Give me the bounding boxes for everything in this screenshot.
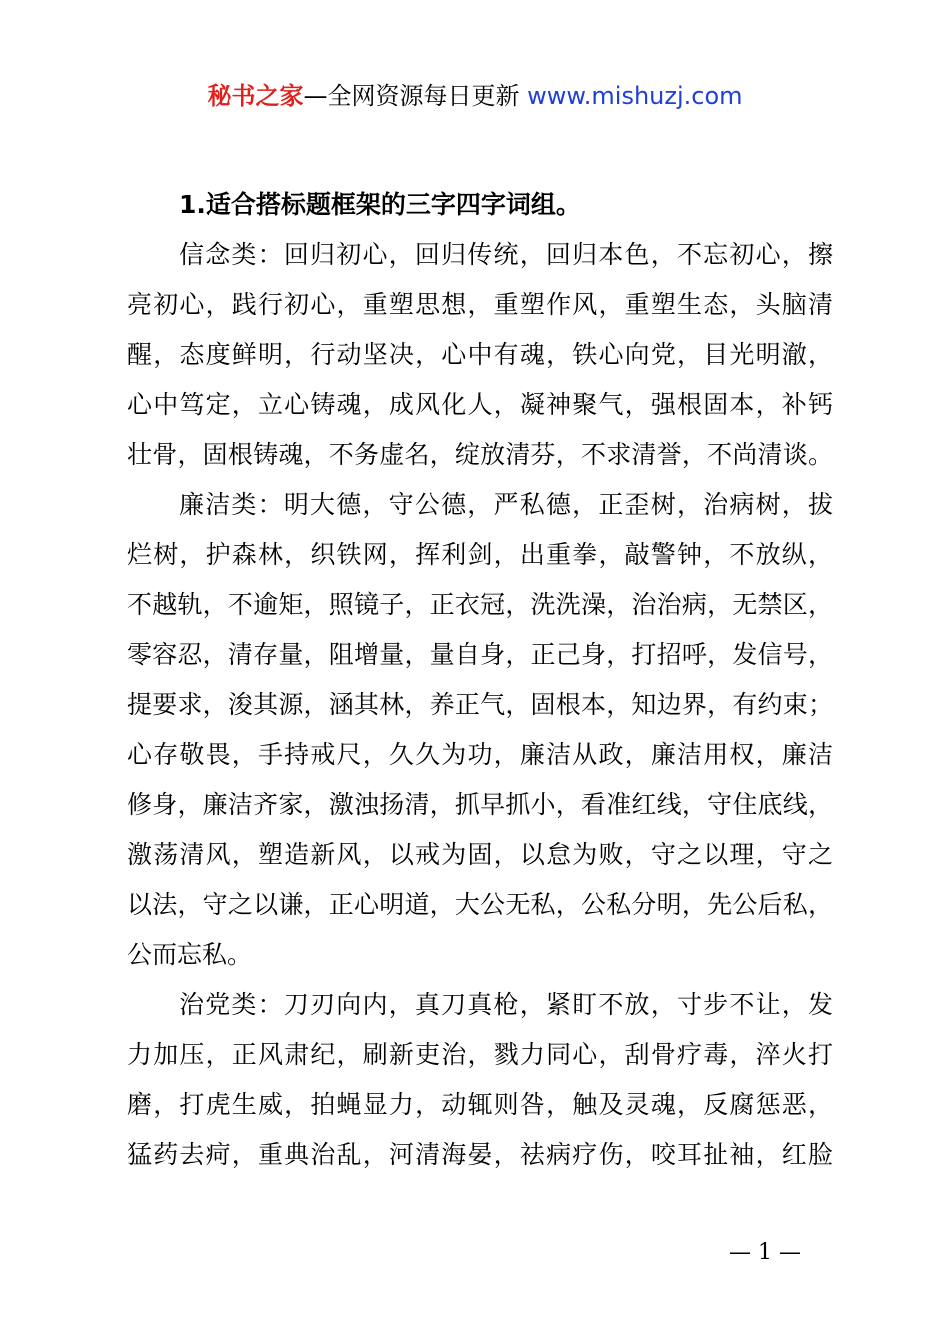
- site-header: [0, 78, 950, 114]
- text-line: 心存敬畏，手持戒尺，久久为功，廉洁从政，廉洁用权，廉洁: [127, 740, 833, 769]
- text-line: 公而忘私。: [127, 940, 253, 969]
- paragraph-integrity: [127, 480, 833, 980]
- text-line: 壮骨，固根铸魂，不务虚名，绽放清芬，不求清誉，不尚清谈。: [127, 440, 833, 469]
- document-body: [127, 180, 833, 1180]
- text-line: 修身，廉洁齐家，激浊扬清，抓早抓小，看准红线，守住底线，: [127, 790, 833, 819]
- section-heading: 1.适合搭标题框架的三字四字词组。: [179, 190, 581, 219]
- text-line: 心中笃定，立心铸魂，成风化人，凝神聚气，强根固本，补钙: [127, 390, 833, 419]
- brand-name: 秘书之家: [207, 82, 304, 110]
- text-line: 烂树，护森林，织铁网，挥利剑，出重拳，敲警钟，不放纵，: [127, 540, 833, 569]
- text-line: 零容忍，清存量，阻增量，量自身，正己身，打招呼，发信号，: [127, 640, 833, 669]
- paragraph-party-governance: [127, 980, 833, 1180]
- text-line: 激荡清风，塑造新风，以戒为固，以怠为败，守之以理，守之: [127, 840, 833, 869]
- text-line: 治党类：刀刃向内，真刀真枪，紧盯不放，寸步不让，发: [179, 990, 833, 1019]
- text-line: 亮初心，践行初心，重塑思想，重塑作风，重塑生态，头脑清: [127, 290, 833, 319]
- text-line: 以法，守之以谦，正心明道，大公无私，公私分明，先公后私，: [127, 890, 833, 919]
- header-tagline: —全网资源每日更新: [303, 82, 520, 110]
- text-line: 醒，态度鲜明，行动坚决，心中有魂，铁心向党，目光明澈，: [127, 340, 833, 369]
- text-line: 廉洁类：明大德，守公德，严私德，正歪树，治病树，拔: [179, 490, 833, 519]
- text-line: 力加压，正风肃纪，刷新吏治，戮力同心，刮骨疗毒，淬火打: [127, 1040, 833, 1069]
- text-line: 磨，打虎生威，拍蝇显力，动辄则咎，触及灵魂，反腐惩恶，: [127, 1090, 833, 1119]
- text-line: 信念类：回归初心，回归传统，回归本色，不忘初心，擦: [179, 240, 833, 269]
- paragraph-belief: [127, 230, 833, 480]
- site-url-link[interactable]: www.mishuzj.com: [527, 82, 743, 110]
- text-line: 猛药去疴，重典治乱，河清海晏，祛病疗伤，咬耳扯袖，红脸: [127, 1140, 833, 1169]
- page-number: — 1 —: [729, 1240, 801, 1265]
- text-line: 提要求，浚其源，涵其林，养正气，固根本，知边界，有约束；: [127, 690, 833, 719]
- text-line: 不越轨，不逾矩，照镜子，正衣冠，洗洗澡，治治病，无禁区，: [127, 590, 833, 619]
